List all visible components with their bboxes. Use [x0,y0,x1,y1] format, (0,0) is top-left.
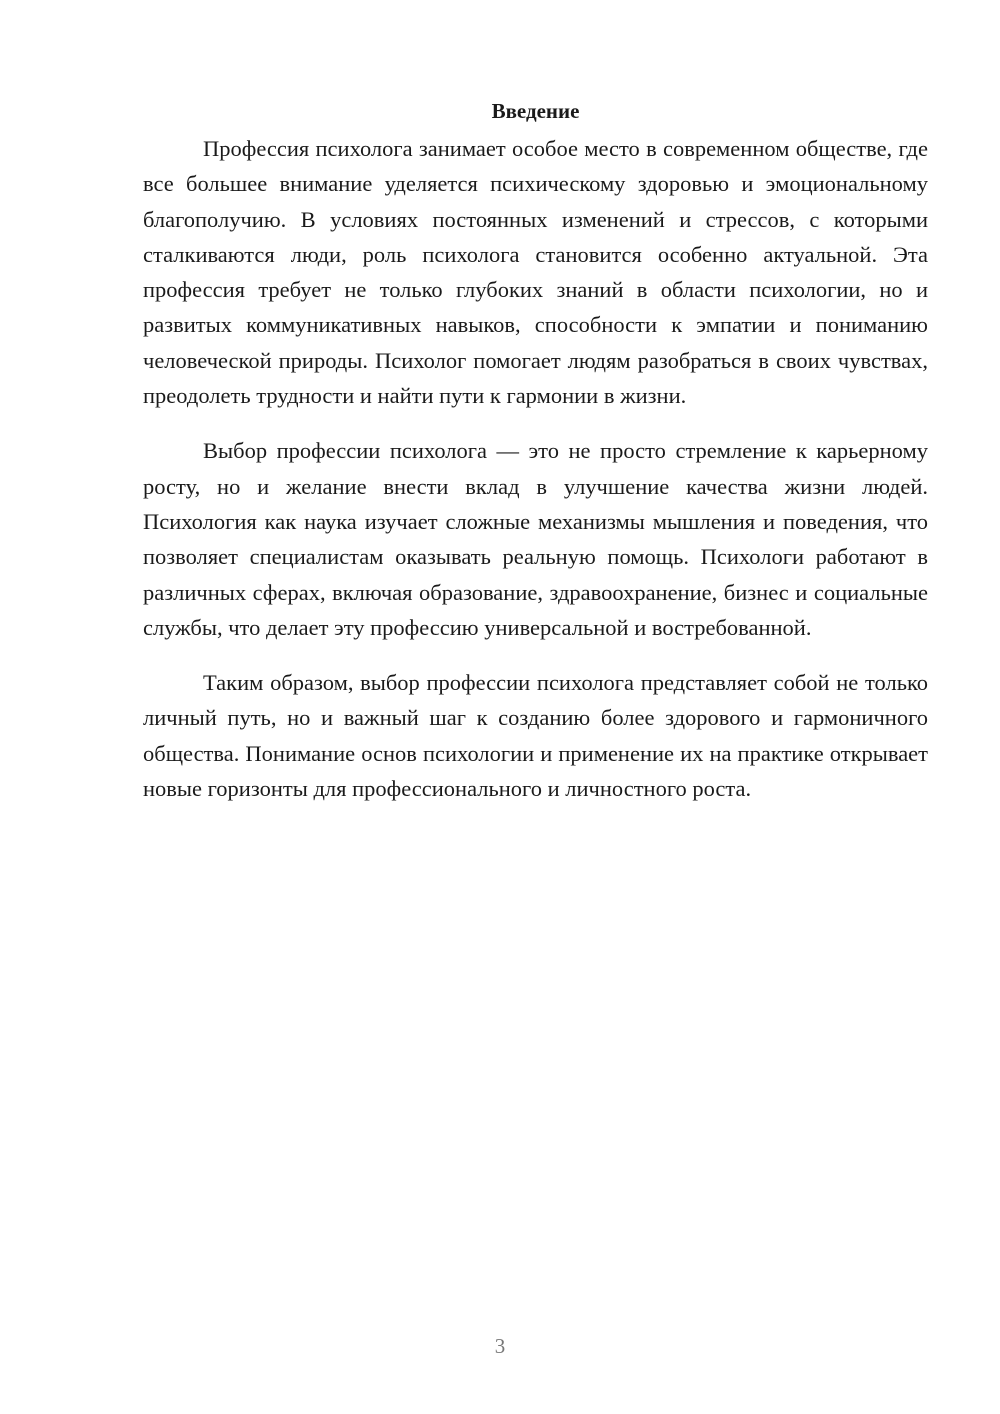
page-number: 3 [494,1334,506,1358]
page-content [143,93,928,806]
paragraph-2: Выбор профессии психолога — это не просто стремление к карьерному росту, но и желание внести вклад в улучшение качества жизни людей. Психология как наука изучает сложные механизмы мышления и поведения, что позволяет специалистам оказывать реальную помощь. Психологи работают в различных сферах, включая образование, здравоохранение, бизнес и социальные службы, что делает эту профессию универсальной и востребованной. [143,438,928,640]
paragraph-1: Профессия психолога занимает особое место в современном обществе, где все большее внимание уделяется психическому здоровью и эмоциональному благополучию. В условиях постоянных изменений и стрессов, с которыми сталкиваются люди, роль психолога становится особенно актуальной. Эта профессия требует не только глубоких знаний в области психологии, но и развитых коммуникативных навыков, способности к эмпатии и пониманию человеческой природы. Психолог помогает людям разобраться в своих чувствах, преодолеть трудности и найти пути к гармонии в жизни. [143,136,928,409]
page-title: Введение [491,99,580,123]
paragraph-3: Таким образом, выбор профессии психолога представляет собой не только личный путь, но и важный шаг к созданию более здорового и гармоничного общества. Понимание основ психологии и применение их на практике открывает новые горизонты для профессионального и личностного роста. [143,670,928,802]
